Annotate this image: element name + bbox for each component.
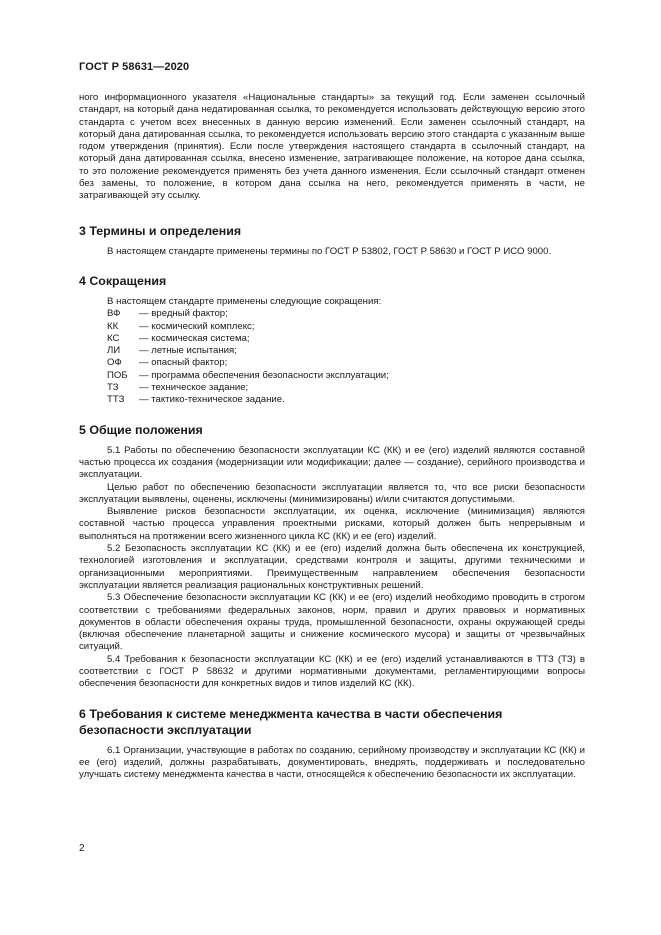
section-6 — [79, 706, 585, 782]
section-5-paragraph: Целью работ по обеспечению безопасности эксплуатации является то, что все риски безопасности эксплуатации выявлены, оценены, исключены (минимизированы) и/или считаются допустимыми. — [79, 481, 585, 505]
abbreviation-code: ТЗ — [107, 382, 119, 394]
section-6-heading-line2: безопасности эксплуатации — [79, 722, 252, 737]
abbreviation-list — [79, 308, 585, 406]
page-number: 2 — [79, 843, 85, 854]
list-item — [107, 333, 585, 345]
section-5-heading: 5 Общие положения — [79, 422, 203, 437]
abbreviation-text: — вредный фактор; — [139, 308, 228, 320]
section-6-paragraph: 6.1 Организации, участвующие в работах по созданию, серийному производству и эксплуатации КС (КК) и ее (его) изделий, должны разрабатывать, документировать, внедрять, поддерживать и последовательно улучшать систему менеджмента качества в части, относящейся к обеспечению безопасности их эксплуатации. — [79, 744, 585, 781]
section-4-heading: 4 Сокращения — [79, 273, 167, 288]
abbreviation-text: — техническое задание; — [139, 382, 249, 394]
abbreviation-text: — опасный фактор; — [139, 357, 228, 369]
section-4-intro: В настоящем стандарте применены следующие сокращения: — [107, 295, 382, 307]
list-item — [107, 308, 585, 320]
abbreviation-code: КС — [107, 332, 120, 344]
list-item — [107, 382, 585, 394]
abbreviation-code: ЛИ — [107, 345, 121, 357]
abbreviation-code: КК — [107, 320, 119, 332]
list-item — [107, 345, 585, 357]
section-6-heading-line1: 6 Требования к системе менеджмента качества в части обеспечения — [79, 706, 503, 721]
list-item — [107, 394, 585, 406]
list-item — [107, 357, 585, 369]
abbreviation-text: — космический комплекс; — [139, 320, 255, 332]
section-5 — [79, 422, 585, 691]
abbreviation-text: — программа обеспечения безопасности эксплуатации; — [139, 369, 389, 381]
abbreviation-code: ТТЗ — [107, 394, 125, 406]
section-4 — [79, 273, 585, 407]
list-item — [107, 370, 585, 382]
intro-paragraph: ного информационного указателя «Национальные стандарты» за текущий год. Если заменен ссылочный стандарт, на который дана недатированная ссылка, то рекомендуется использовать действующую версию этого стандарта с учетом всех внесенных в данную версию изменений. Если заменен ссылочный стандарт, на который дана датированная ссылка, то рекомендуется использовать версию этого стандарта с указанным выше годом утверждения (принятия). Если после утверждения настоящего стандарта в ссылочный стандарт, на который дана датированная ссылка, внесено изменение, затрагивающее положение, на которое дана ссылка, то это положение рекомендуется применять без учета данного изменения. Если ссылочный стандарт отменен без замены, то положение, в котором дана ссылка на него, рекомендуется применять в части, не затрагивающей эту ссылку. — [79, 92, 585, 202]
abbreviation-text: — тактико-техническое задание. — [139, 394, 285, 406]
section-5-paragraph: 5.4 Требования к безопасности эксплуатации КС (КК) и ее (его) изделий устанавливаются в ТТЗ (ТЗ) в соответствии с ГОСТ Р 58632 и другими нормативными документами, регламентирующими вопросы обеспечения безопасности для конкретных видов и типов изделий КС (КК). — [79, 653, 585, 690]
abbreviation-code: ОФ — [107, 357, 122, 369]
section-3-heading: 3 Термины и определения — [79, 223, 242, 238]
document-header: ГОСТ Р 58631—2020 — [79, 61, 190, 73]
abbreviation-text: — летные испытания; — [139, 345, 237, 357]
section-5-paragraph: 5.3 Обеспечение безопасности эксплуатации КС (КК) и ее (его) изделий необходимо проводить в строгом соответствии с требованиями федеральных законов, норм, правил и других правовых и нормативных документов в области обеспечения охраны труда, промышленной безопасности, охраны окружающей среды (включая обеспечение планетарной защиты и снижение космического мусора) и защиты от чрезвычайных ситуаций. — [79, 592, 585, 653]
section-6-heading — [79, 706, 585, 738]
list-item — [107, 321, 585, 333]
section-5-paragraph: 5.2 Безопасность эксплуатации КС (КК) и ее (его) изделий должна быть обеспечена их конструкцией, технологией изготовления и эксплуатации, средствами контроля и защиты, другими техническими и организационными мероприятиями. Преимущественным направлением обеспечения безопасности эксплуатации является реализация рациональных конструктивных решений. — [79, 543, 585, 591]
section-5-paragraph: 5.1 Работы по обеспечению безопасности эксплуатации КС (КК) и ее (его) изделий являются составной частью процесса их создания (модернизации или модификации; далее — создание), серийного производства и эксплуатации. — [79, 444, 585, 481]
section-3-text: В настоящем стандарте применены термины по ГОСТ Р 53802, ГОСТ Р 58630 и ГОСТ Р ИСО 9000. — [107, 245, 552, 257]
abbreviation-text: — космическая система; — [139, 332, 250, 344]
section-3 — [79, 223, 585, 258]
section-5-paragraph: Выявление рисков безопасности эксплуатации, их оценка, исключение (минимизация) являются составной частью процесса управления проектными рисками, который должен быть непрерывным и выполняться на протяжении всего жизненного цикла КС (КК) и ее (его) изделий. — [79, 506, 585, 542]
document-body — [79, 92, 585, 781]
abbreviation-code: ПОБ — [107, 369, 128, 381]
abbreviation-code: ВФ — [107, 308, 121, 320]
